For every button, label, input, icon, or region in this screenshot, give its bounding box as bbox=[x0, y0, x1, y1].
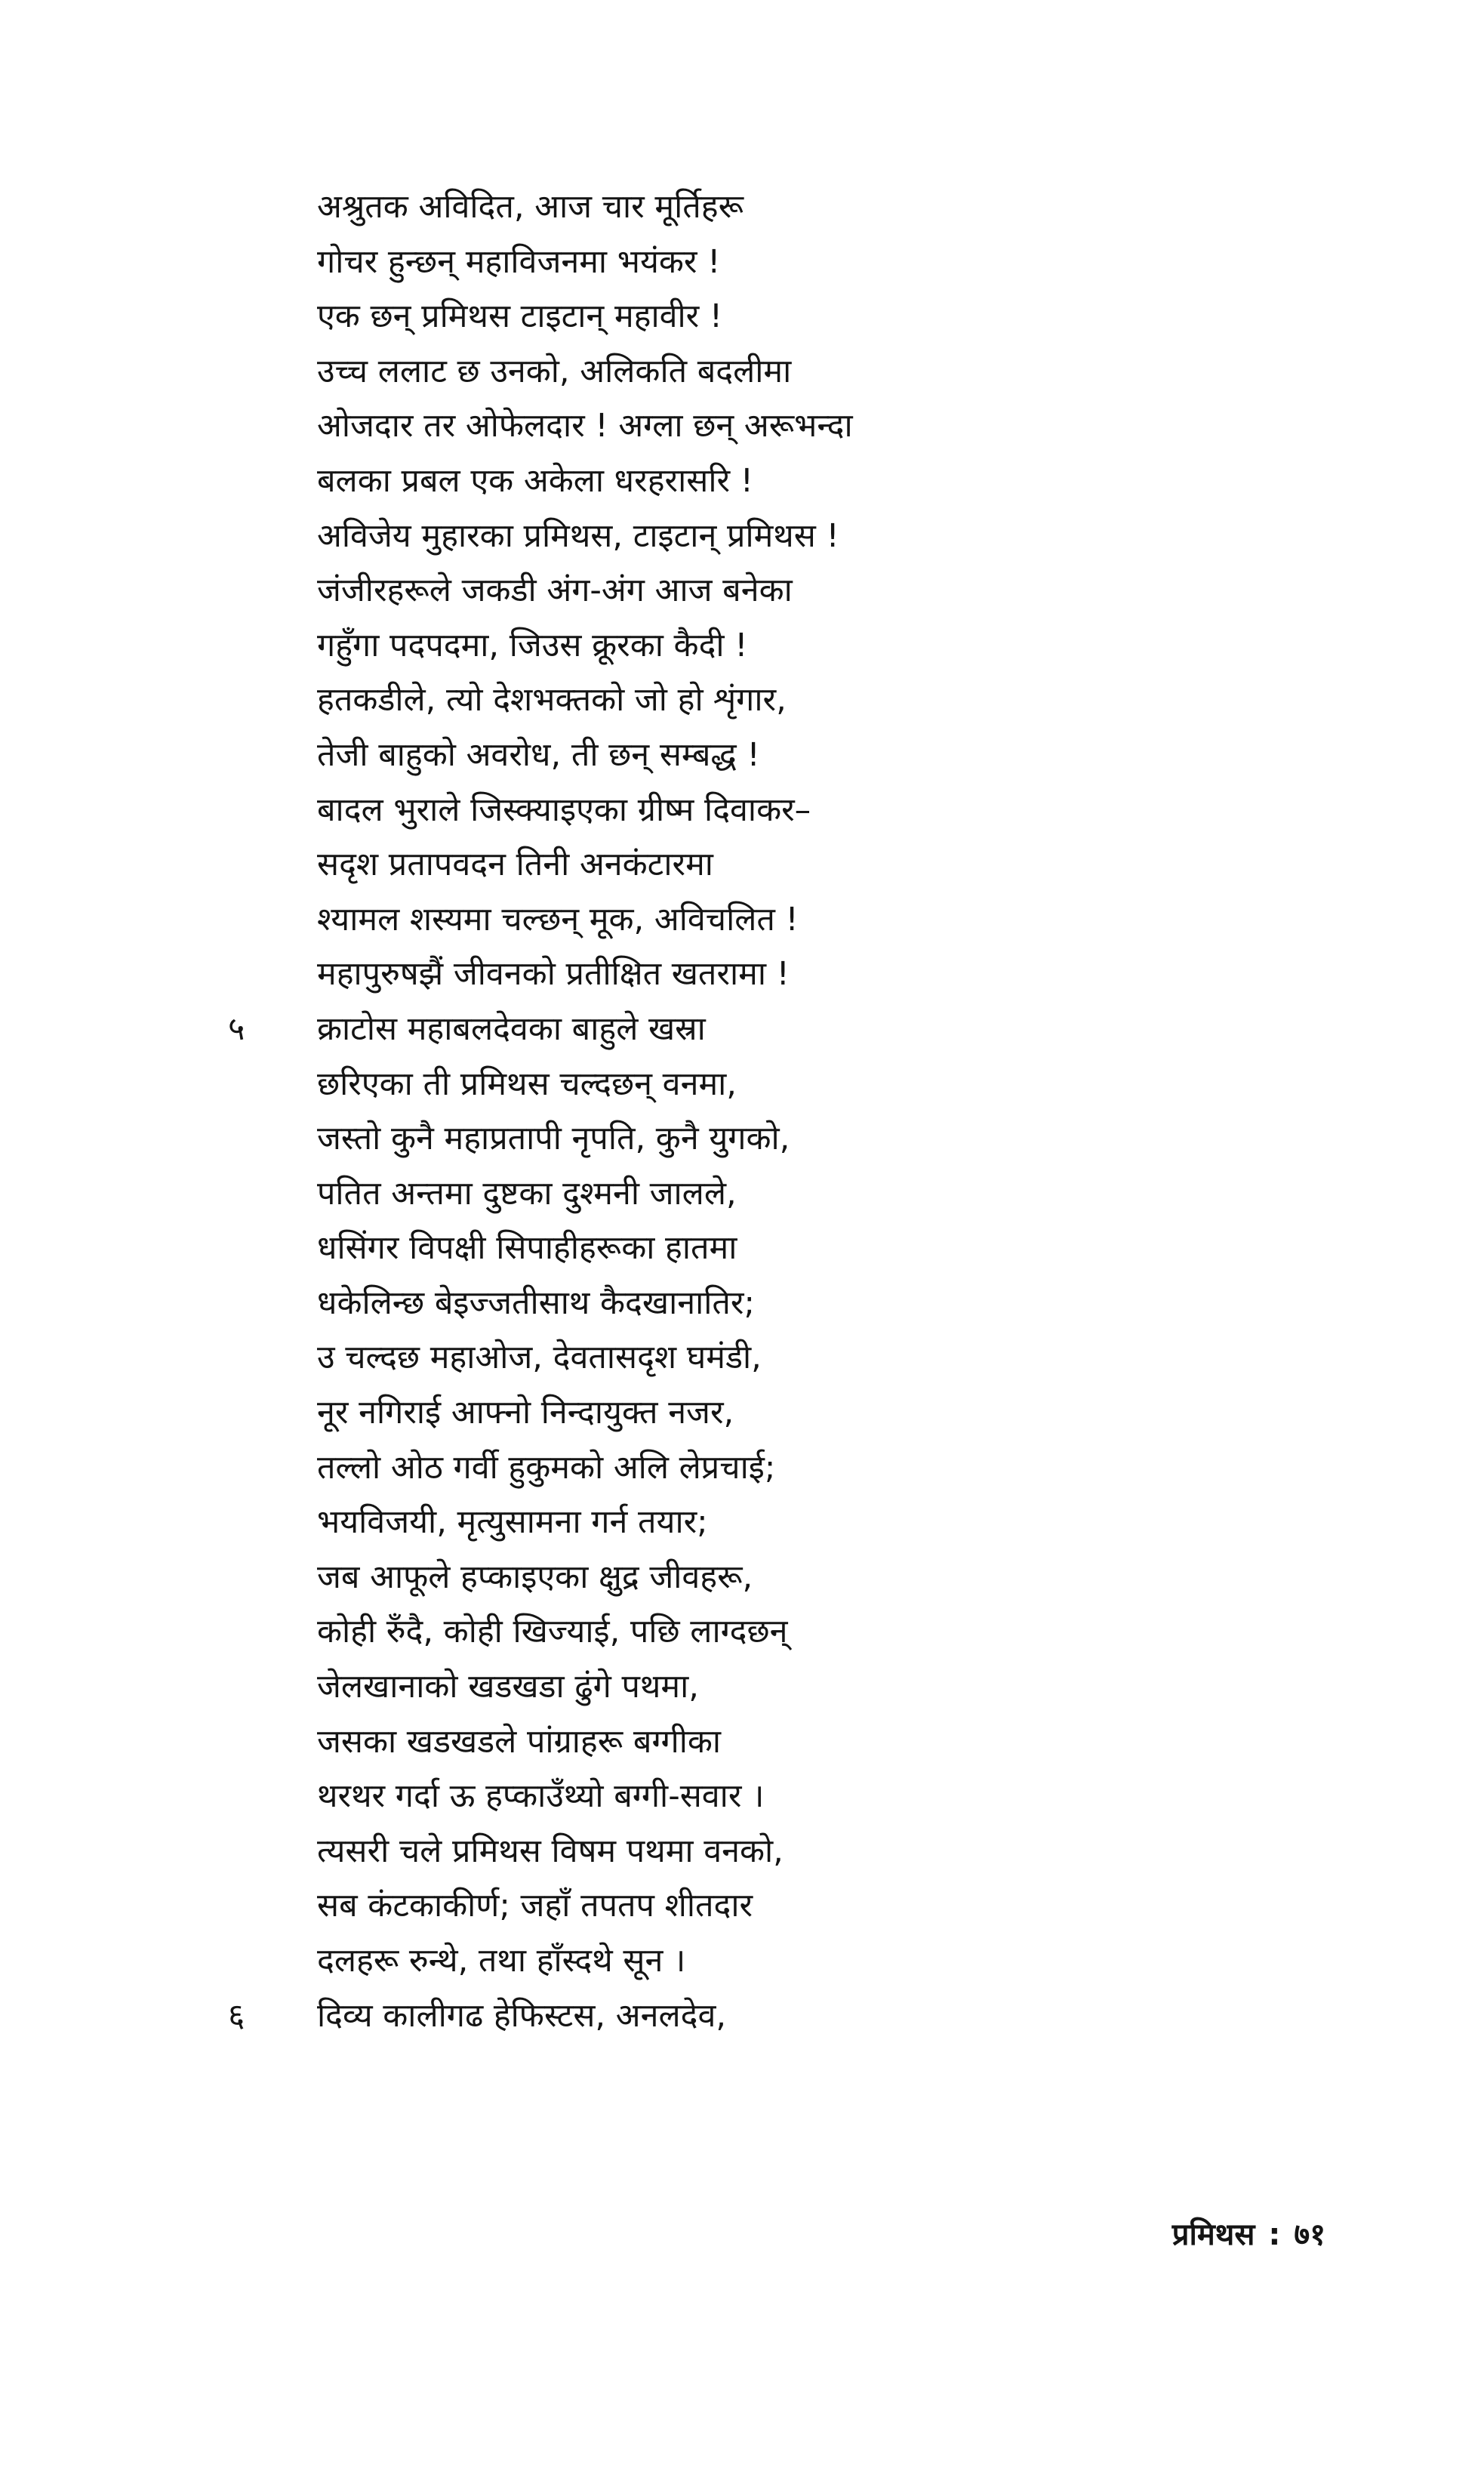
poem-line-text: श्यामल शस्यमा चल्छन् मूक, अविचलित ! bbox=[317, 900, 799, 938]
poem-line-text: नूर नगिराई आफ्नो निन्दायुक्त नजर, bbox=[317, 1394, 734, 1432]
poem-line bbox=[317, 289, 1110, 344]
poem-line bbox=[317, 180, 1110, 235]
poem-line-text: जब आफूले हप्काइएका क्षुद्र जीवहरू, bbox=[317, 1558, 753, 1596]
poem-line-text: त्यसरी चले प्रमिथस विषम पथमा वनको, bbox=[317, 1832, 784, 1870]
poem-line-text: महापुरुषझैं जीवनको प्रतीक्षित खतरामा ! bbox=[317, 955, 790, 994]
poem-line bbox=[317, 783, 1110, 838]
poem-line-text: हतकडीले, त्यो देशभक्तको जो हो शृंगार, bbox=[317, 681, 787, 720]
poem-line-text: जेलखानाको खडखडा ढुंगे पथमा, bbox=[317, 1668, 699, 1706]
poem-line-text: जंजीरहरूले जकडी अंग-अंग आज बनेका bbox=[317, 572, 793, 610]
poem-line-text: जसका खडखडले पांग्राहरू बग्गीका bbox=[317, 1722, 721, 1761]
poem-line bbox=[317, 728, 1110, 783]
poem-line bbox=[317, 673, 1110, 728]
running-title: प्रमिथस bbox=[1171, 2217, 1255, 2252]
footer-separator: : bbox=[1268, 2217, 1281, 2252]
poem-line bbox=[317, 1276, 1110, 1331]
poem-line-text: तल्लो ओठ गर्वी हुकुमको अलि लेप्रचाई; bbox=[317, 1448, 776, 1487]
poem-line bbox=[317, 892, 1110, 948]
poem-line-text: ओजदार तर ओफेलदार ! अग्ला छन् अरूभन्दा bbox=[317, 407, 853, 445]
poem-line bbox=[317, 1715, 1110, 1770]
poem-line bbox=[317, 1330, 1110, 1385]
poem-line bbox=[317, 1550, 1110, 1605]
poem-line bbox=[317, 947, 1110, 1002]
poem-line bbox=[317, 454, 1110, 509]
poem-line bbox=[317, 1495, 1110, 1550]
poem-line bbox=[317, 1659, 1110, 1715]
poem-line-text: उ चल्दछ महाओज, देवतासदृश घमंडी, bbox=[317, 1339, 762, 1377]
poem-line bbox=[317, 1878, 1110, 1934]
poem-line bbox=[317, 344, 1110, 399]
poem-line-text: गहुँगा पदपदमा, जिउस क्रूरका कैदी ! bbox=[317, 626, 748, 664]
poem-line-text: बादल भुराले जिस्क्याइएका ग्रीष्म दिवाकर– bbox=[317, 790, 811, 829]
poem-line bbox=[317, 1604, 1110, 1659]
poem-line-text: सदृश प्रतापवदन तिनी अनकंटारमा bbox=[317, 846, 713, 884]
poem-line-text: छरिएका ती प्रमिथस चल्दछन् वनमा, bbox=[317, 1065, 737, 1103]
poem-line bbox=[317, 1166, 1110, 1222]
poem-line-text: अविजेय मुहारका प्रमिथस, टाइटान् प्रमिथस ! bbox=[317, 516, 839, 555]
poem-line bbox=[317, 1934, 1110, 1989]
page-number: ७१ bbox=[1294, 2217, 1325, 2252]
poem-line-text: धकेलिन्छ बेइज्जतीसाथ कैदखानातिर; bbox=[317, 1284, 755, 1322]
poem-body bbox=[228, 180, 1110, 2043]
poem-line-text: गोचर हुन्छन् महाविजनमा भयंकर ! bbox=[317, 242, 721, 281]
poem-line bbox=[317, 1824, 1110, 1879]
poem-line bbox=[228, 1989, 1110, 2044]
poem-line bbox=[317, 399, 1110, 454]
poem-line-text: अश्रुतक अविदित, आज चार मूर्तिहरू bbox=[317, 188, 744, 226]
poem-line-text: उच्च ललाट छ उनको, अलिकति बदलीमा bbox=[317, 352, 792, 390]
poem-line-text: क्राटोस महाबलदेवका बाहुले खस्रा bbox=[317, 1009, 706, 1048]
poem-line bbox=[228, 1002, 1110, 1057]
poem-line bbox=[317, 837, 1110, 892]
poem-line bbox=[317, 1769, 1110, 1824]
poem-line-text: भयविजयी, मृत्युसामना गर्न तयार; bbox=[317, 1503, 708, 1542]
page-footer bbox=[1172, 2212, 1325, 2254]
stanza-number: ५ bbox=[228, 1009, 245, 1048]
poem-line bbox=[317, 1385, 1110, 1441]
poem-line bbox=[317, 618, 1110, 673]
poem-line bbox=[317, 1221, 1110, 1276]
stanza-number: ६ bbox=[228, 1996, 245, 2035]
poem-line bbox=[317, 563, 1110, 618]
poem-line-text: सब कंटकाकीर्ण; जहाँ तपतप शीतदार bbox=[317, 1887, 753, 1925]
poem-line bbox=[317, 1057, 1110, 1112]
poem-line-text: थरथर गर्दा ऊ हप्काउँथ्यो बग्गी-सवार । bbox=[317, 1777, 765, 1816]
poem-line-text: जस्तो कुनै महाप्रतापी नृपति, कुनै युगको, bbox=[317, 1120, 790, 1158]
poem-line bbox=[317, 1111, 1110, 1166]
poem-line bbox=[317, 509, 1110, 564]
poem-line-text: तेजी बाहुको अवरोध, ती छन् सम्बद्ध ! bbox=[317, 735, 760, 774]
poem-line-text: पतित अन्तमा दुष्टका दुश्मनी जालले, bbox=[317, 1174, 737, 1213]
poem-line bbox=[317, 1441, 1110, 1496]
poem-line-text: दिव्य कालीगढ हेफिस्टस, अनलदेव, bbox=[317, 1996, 727, 2035]
poem-line-text: एक छन् प्रमिथस टाइटान् महावीर ! bbox=[317, 297, 723, 336]
poem-line-text: धसिंगर विपक्षी सिपाहीहरूका हातमा bbox=[317, 1229, 737, 1268]
poem-line-text: दलहरू रुन्थे, तथा हाँस्दथे सून । bbox=[317, 1942, 686, 1980]
poem-line bbox=[317, 235, 1110, 290]
poem-line-text: बलका प्रबल एक अकेला धरहरासरि ! bbox=[317, 461, 753, 500]
poem-line-text: कोही रुँदै, कोही खिज्याई, पछि लाग्दछन् bbox=[317, 1613, 788, 1651]
